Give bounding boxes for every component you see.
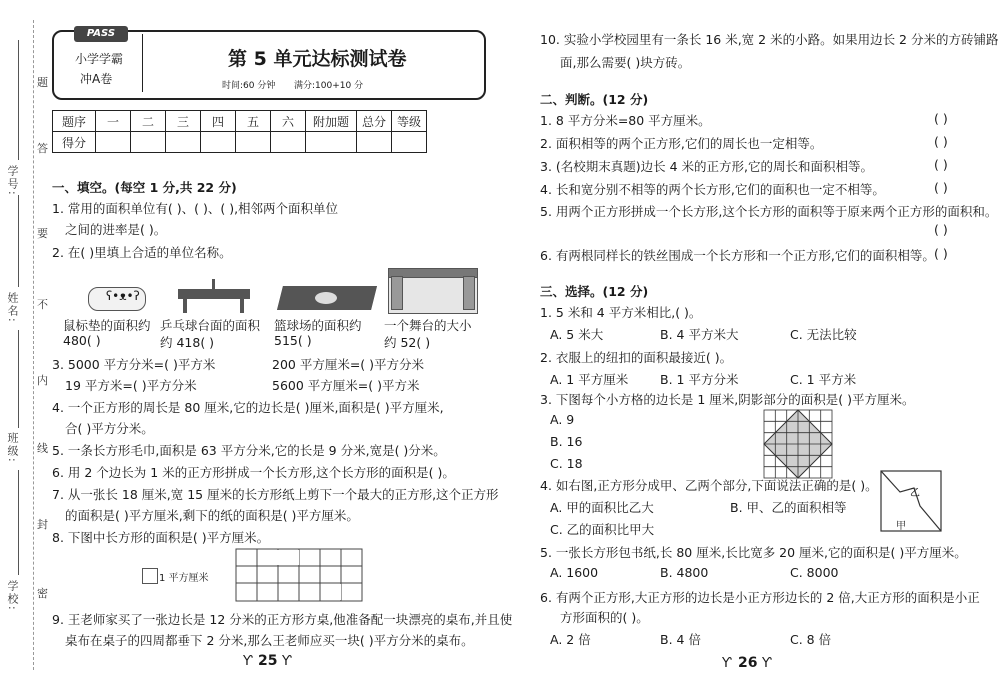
choice-q2-opt-c[interactable]: C. 1 平方米: [790, 372, 857, 387]
choice-q3: 3. 下图每个小方格的边长是 1 厘米,阴影部分的面积是( )平方厘米。: [540, 392, 915, 407]
q9-line1: 9. 王老师家买了一张边长是 12 分米的正方形方桌,他准备配一块漂亮的桌布,并且使: [52, 612, 513, 627]
class-line: [18, 330, 19, 428]
score-table-cell: 附加题: [306, 111, 357, 132]
choice-q5: 5. 一张长方形包书纸,长 80 厘米,长比宽多 20 厘米,它的面积是( )平方厘米。: [540, 545, 967, 560]
choice-q3-opt-c[interactable]: C. 18: [550, 456, 583, 471]
q3-right-2: 5600 平方厘米=( )平方米: [272, 378, 420, 393]
page-title: 第 5 单元达标测试卷: [228, 48, 407, 70]
time-info: 时间:60 分钟: [222, 81, 276, 91]
judge-answer-5[interactable]: ( ): [934, 222, 948, 237]
brand-line1: 小学学霸: [75, 52, 124, 66]
choice-q1-opt-c[interactable]: C. 无法比较: [790, 327, 857, 342]
score-input-cell[interactable]: [392, 132, 427, 153]
judge-answer-1[interactable]: ( ): [934, 111, 948, 126]
q8-grid-figure: [235, 548, 363, 602]
judge-item-3: 3. (名校期末真题)边长 4 米的正方形,它的周长和面积相等。: [540, 159, 874, 174]
score-info: 满分:100+10 分: [294, 81, 364, 91]
score-input-cell[interactable]: [306, 132, 357, 153]
q9-line2: 桌布在桌子的四周都垂下 2 分米,那么王老师应买一块( )平方分米的桌布。: [65, 633, 474, 648]
brand-line2: 冲A卷: [80, 72, 113, 86]
choice-q6-line1: 6. 有两个正方形,大正方形的边长是小正方形边长的 2 倍,大正方形的面积是小正: [540, 590, 980, 605]
choice-q6-line2: 方形面积的( )。: [560, 610, 649, 625]
score-table-cell: 六: [271, 111, 306, 132]
seal-char: 题: [37, 76, 48, 89]
judge-item-1: 1. 8 平方分米=80 平方厘米。: [540, 113, 711, 128]
choice-q6-opt-c[interactable]: C. 8 倍: [790, 632, 832, 647]
left-page-number: 25: [258, 653, 278, 669]
judge-item-6: 6. 有两根同样长的铁丝围成一个长方形和一个正方形,它们的面积相等。: [540, 248, 935, 263]
q4-split-square-figure: [880, 470, 942, 532]
choice-q4-opt-b[interactable]: B. 甲、乙的面积相等: [730, 500, 847, 515]
q2-item1-line2: 480( ): [63, 333, 101, 348]
seal-char: 答: [37, 142, 48, 155]
label-school: 学校:: [6, 580, 19, 612]
q4-line1: 4. 一个正方形的周长是 80 厘米,它的边长是( )厘米,面积是( )平方厘米,: [52, 400, 444, 415]
q2-item4-line1: 一个舞台的大小: [384, 318, 472, 333]
choice-q2-opt-b[interactable]: B. 1 平方分米: [660, 372, 739, 387]
unit-square-legend: [142, 568, 158, 584]
judge-answer-3[interactable]: ( ): [934, 157, 948, 172]
choice-q1: 1. 5 米和 4 平方米相比,( )。: [540, 305, 702, 320]
score-table: [52, 110, 427, 153]
seal-char: 要: [37, 227, 48, 240]
section1-title: 一、填空。(每空 1 分,共 22 分): [52, 180, 237, 195]
seal-char: 封: [37, 518, 48, 531]
label-class: 班级:: [6, 432, 19, 464]
section2-title: 二、判断。(12 分): [540, 92, 649, 107]
score-table-cell: 三: [166, 111, 201, 132]
q8-text: 8. 下图中长方形的面积是( )平方厘米。: [52, 530, 270, 545]
seal-char: 线: [37, 442, 48, 455]
q6-text: 6. 用 2 个边长为 1 米的正方形拼成一个长方形,这个长方形的面积是( )。: [52, 465, 455, 480]
school-line: [18, 470, 19, 575]
right-page-number: 26: [738, 655, 758, 671]
choice-q2: 2. 衣服上的纽扣的面积最接近( )。: [540, 350, 733, 365]
q2-item4-line2: 约 52( ): [384, 335, 431, 350]
tree-icon: Ƴ: [722, 656, 732, 671]
unit-square-label: 1 平方厘米: [159, 573, 209, 584]
choice-q6-opt-b[interactable]: B. 4 倍: [660, 632, 701, 647]
q3-shaded-grid-figure: [762, 408, 834, 480]
q1-line2: 之间的进率是( )。: [65, 222, 167, 237]
score-table-cell: 等级: [392, 111, 427, 132]
score-table-cell: 一: [96, 111, 131, 132]
choice-q1-opt-a[interactable]: A. 5 米大: [550, 327, 604, 342]
q2-item3-line2: 515( ): [274, 333, 312, 348]
q1-line1: 1. 常用的面积单位有( )、( )、( ),相邻两个面积单位: [52, 201, 339, 216]
score-input-cell[interactable]: [271, 132, 306, 153]
q7-line1: 7. 从一张长 18 厘米,宽 15 厘米的长方形纸上剪下一个最大的正方形,这个正方形: [52, 487, 499, 502]
judge-item-4: 4. 长和宽分别不相等的两个长方形,它们的面积也一定不相等。: [540, 182, 885, 197]
q7-line2: 的面积是( )平方厘米,剩下的纸的面积是( )平方厘米。: [65, 508, 359, 523]
seal-dashed-line: [33, 20, 34, 670]
score-table-header-row: [53, 111, 427, 132]
judge-answer-6[interactable]: ( ): [934, 246, 948, 261]
score-input-cell[interactable]: [96, 132, 131, 153]
q3-right-1: 200 平方厘米=( )平方分米: [272, 357, 425, 372]
q3-left-1: 3. 5000 平方分米=( )平方米: [52, 357, 216, 372]
score-input-cell[interactable]: [166, 132, 201, 153]
q5-text: 5. 一条长方形毛巾,面积是 63 平方分米,它的长是 9 分米,宽是( )分米。: [52, 443, 446, 458]
choice-q6-opt-a[interactable]: A. 2 倍: [550, 632, 591, 647]
pass-logo: PASS: [74, 26, 128, 42]
score-table-score-row: [53, 132, 427, 153]
judge-item-2: 2. 面积相等的两个正方形,它们的周长也一定相等。: [540, 136, 823, 151]
choice-q1-opt-b[interactable]: B. 4 平方米大: [660, 327, 739, 342]
choice-q5-opt-a[interactable]: A. 1600: [550, 565, 599, 580]
q10-line2: 面,那么需要( )块方砖。: [560, 55, 691, 70]
score-table-cell: 总分: [357, 111, 392, 132]
q10-line1: 10. 实验小学校园里有一条长 16 米,宽 2 米的小路。如果用边长 2 分米的方砖铺路: [540, 32, 999, 47]
score-table-cell: 五: [236, 111, 271, 132]
judge-answer-4[interactable]: ( ): [934, 180, 948, 195]
label-name: 姓名:: [6, 292, 19, 324]
tree-icon: Ƴ: [243, 654, 253, 669]
choice-q5-opt-c[interactable]: C. 8000: [790, 565, 839, 580]
judge-answer-2[interactable]: ( ): [934, 134, 948, 149]
q2-item2-line1: 乒乓球台面的面积: [160, 318, 261, 333]
score-input-cell[interactable]: [236, 132, 271, 153]
choice-q5-opt-b[interactable]: B. 4800: [660, 565, 709, 580]
score-row-label: 得分: [53, 132, 96, 153]
seal-char: 不: [37, 298, 48, 311]
tree-icon: Ƴ: [762, 656, 772, 671]
score-table-cell: 题序: [53, 111, 96, 132]
label-student-no: 学号:: [6, 165, 19, 197]
name-line: [18, 195, 19, 287]
score-table-cell: 二: [131, 111, 166, 132]
choice-q4-opt-a[interactable]: A. 甲的面积比乙大: [550, 500, 654, 515]
choice-q4: 4. 如右图,正方形分成甲、乙两个部分,下面说法正确的是( )。: [540, 478, 878, 493]
judge-item-5: 5. 用两个正方形拼成一个长方形,这个长方形的面积等于原来两个正方形的面积和。: [540, 204, 998, 219]
choice-q3-opt-a[interactable]: A. 9: [550, 412, 575, 427]
choice-q2-opt-a[interactable]: A. 1 平方厘米: [550, 372, 629, 387]
q2-item2-line2: 约 418( ): [160, 335, 215, 350]
score-input-cell[interactable]: [357, 132, 392, 153]
score-input-cell[interactable]: [201, 132, 236, 153]
q2-text: 2. 在( )里填上合适的单位名称。: [52, 245, 232, 260]
section3-title: 三、选择。(12 分): [540, 284, 649, 299]
student-no-line: [18, 40, 19, 160]
q2-item3-line1: 篮球场的面积约: [274, 318, 362, 333]
fig-label-yi: 乙: [910, 488, 920, 499]
score-table-cell: 四: [201, 111, 236, 132]
score-input-cell[interactable]: [131, 132, 166, 153]
q2-item1-line1: 鼠标垫的面积约: [63, 318, 151, 333]
q4-line2: 合( )平方分米。: [65, 421, 154, 436]
seal-char: 内: [37, 374, 48, 387]
fig-label-jia: 甲: [896, 521, 906, 532]
choice-q4-opt-c[interactable]: C. 乙的面积比甲大: [550, 522, 655, 537]
seal-char: 密: [37, 587, 48, 600]
tree-icon: Ƴ: [282, 654, 292, 669]
choice-q3-opt-b[interactable]: B. 16: [550, 434, 583, 449]
q3-left-2: 19 平方米=( )平方分米: [65, 378, 197, 393]
